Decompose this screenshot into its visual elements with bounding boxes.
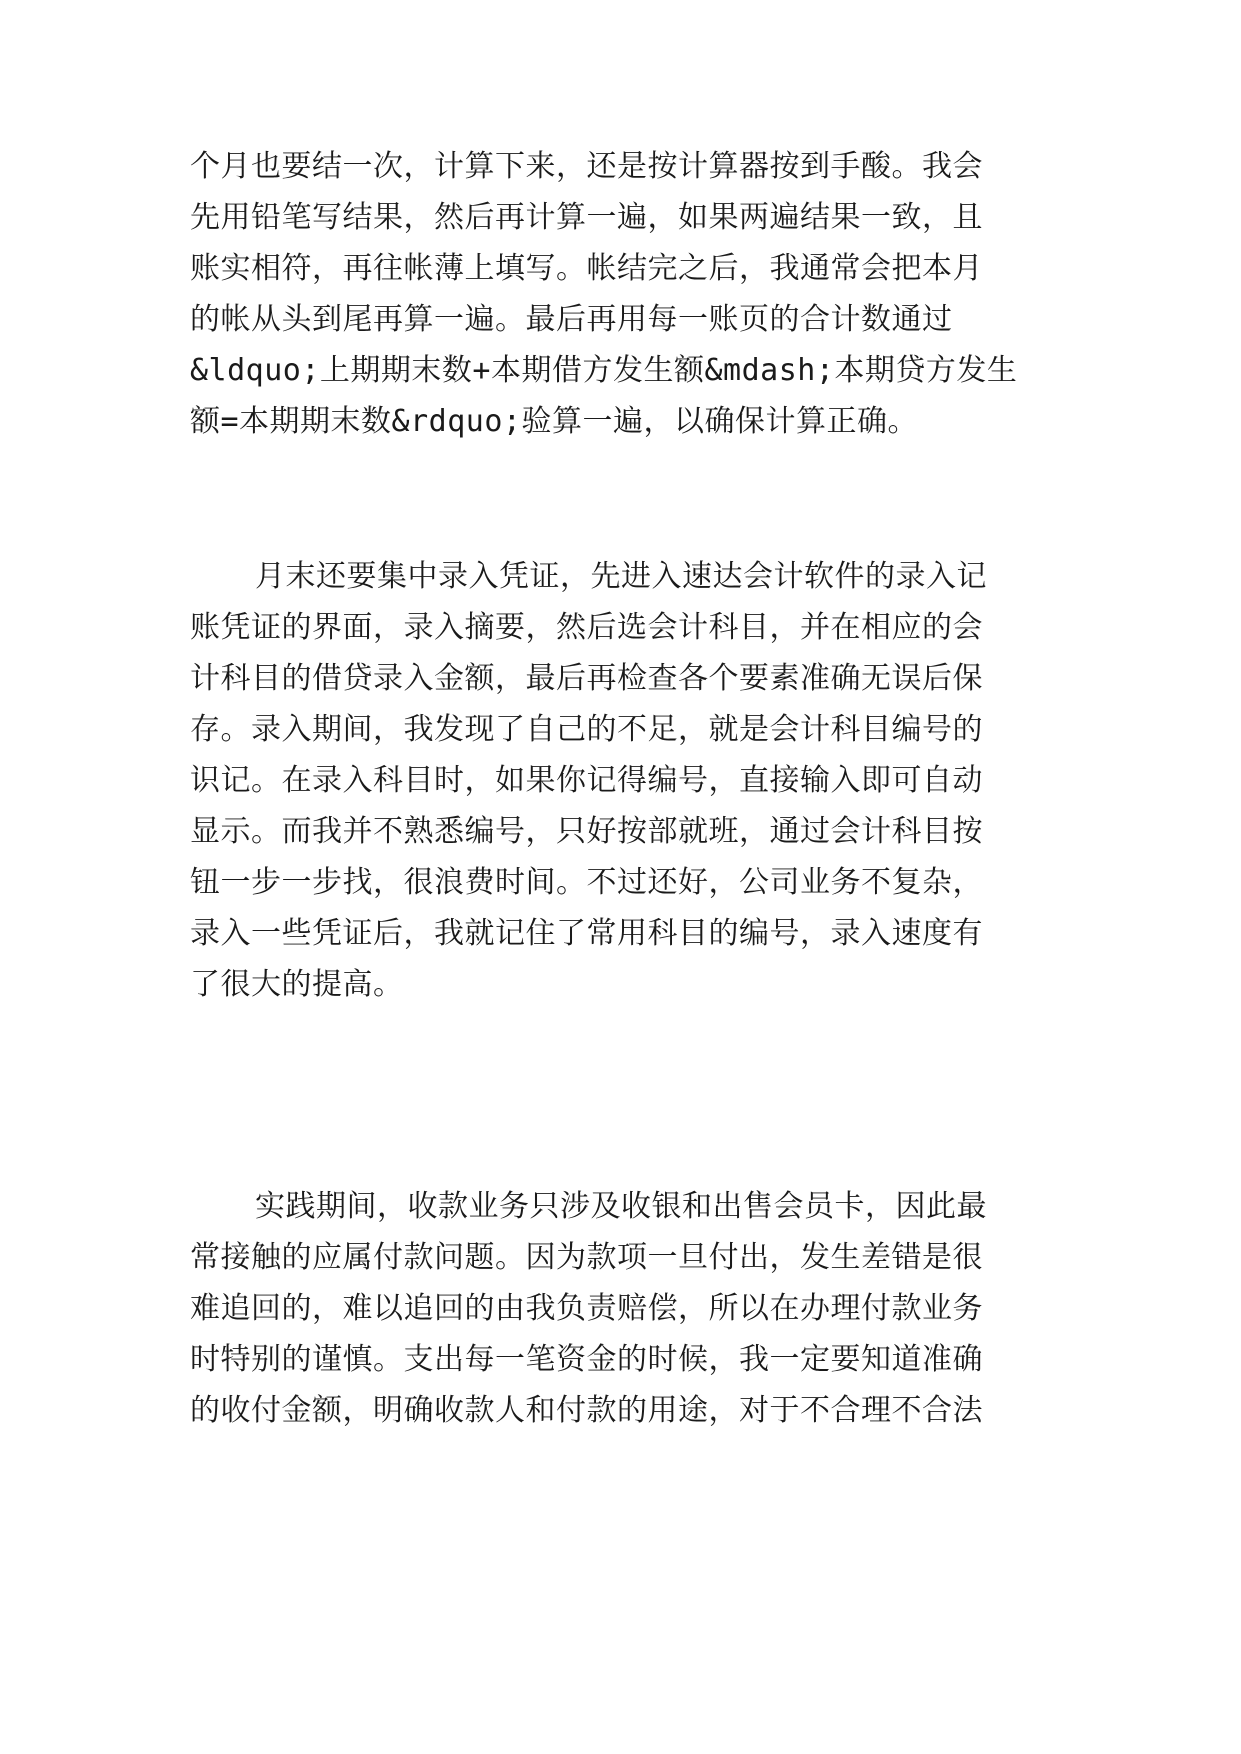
paragraph-1-line-1: 个月也要结一次，计算下来，还是按计算器按到手酸。我会 <box>190 149 983 184</box>
paragraph-2-line-4: 存。录入期间，我发现了自己的不足，就是会计科目编号的 <box>190 712 983 747</box>
paragraph-2-line-8: 录入一些凭证后，我就记住了常用科目的编号，录入速度有 <box>190 916 983 951</box>
paragraph-1-line-6: 额=本期期末数&rdquo;验算一遍，以确保计算正确。 <box>190 404 918 439</box>
paragraph-2-line-3: 计科目的借贷录入金额，最后再检查各个要素准确无误后保 <box>190 661 983 696</box>
paragraph-1-line-4: 的帐从头到尾再算一遍。最后再用每一账页的合计数通过 <box>190 302 953 337</box>
paragraph-2-line-2: 账凭证的界面，录入摘要，然后选会计科目，并在相应的会 <box>190 610 983 645</box>
paragraph-1-line-3: 账实相符，再往帐薄上填写。帐结完之后，我通常会把本月 <box>190 251 983 286</box>
paragraph-2-line-5: 识记。在录入科目时，如果你记得编号，直接输入即可自动 <box>190 763 983 798</box>
paragraph-2-line-6: 显示。而我并不熟悉编号，只好按部就班，通过会计科目按 <box>190 814 983 849</box>
paragraph-3-line-1: 实践期间，收款业务只涉及收银和出售会员卡，因此最 <box>255 1189 987 1224</box>
paragraph-2-line-1: 月末还要集中录入凭证，先进入速达会计软件的录入记 <box>255 559 987 594</box>
paragraph-3-line-2: 常接触的应属付款问题。因为款项一旦付出，发生差错是很 <box>190 1240 983 1275</box>
paragraph-3-line-3: 难追回的，难以追回的由我负责赔偿，所以在办理付款业务 <box>190 1291 983 1326</box>
paragraph-1-line-5: &ldquo;上期期末数+本期借方发生额&mdash;本期贷方发生 <box>190 353 1018 388</box>
paragraph-3-line-5: 的收付金额，明确收款人和付款的用途，对于不合理不合法 <box>190 1393 983 1428</box>
paragraph-3-line-4: 时特别的谨慎。支出每一笔资金的时候，我一定要知道准确 <box>190 1342 983 1377</box>
paragraph-2-line-7: 钮一步一步找，很浪费时间。不过还好，公司业务不复杂， <box>190 865 983 900</box>
paragraph-2-line-9: 了很大的提高。 <box>190 967 404 1002</box>
paragraph-1-line-2: 先用铅笔写结果，然后再计算一遍，如果两遍结果一致，且 <box>190 200 983 235</box>
